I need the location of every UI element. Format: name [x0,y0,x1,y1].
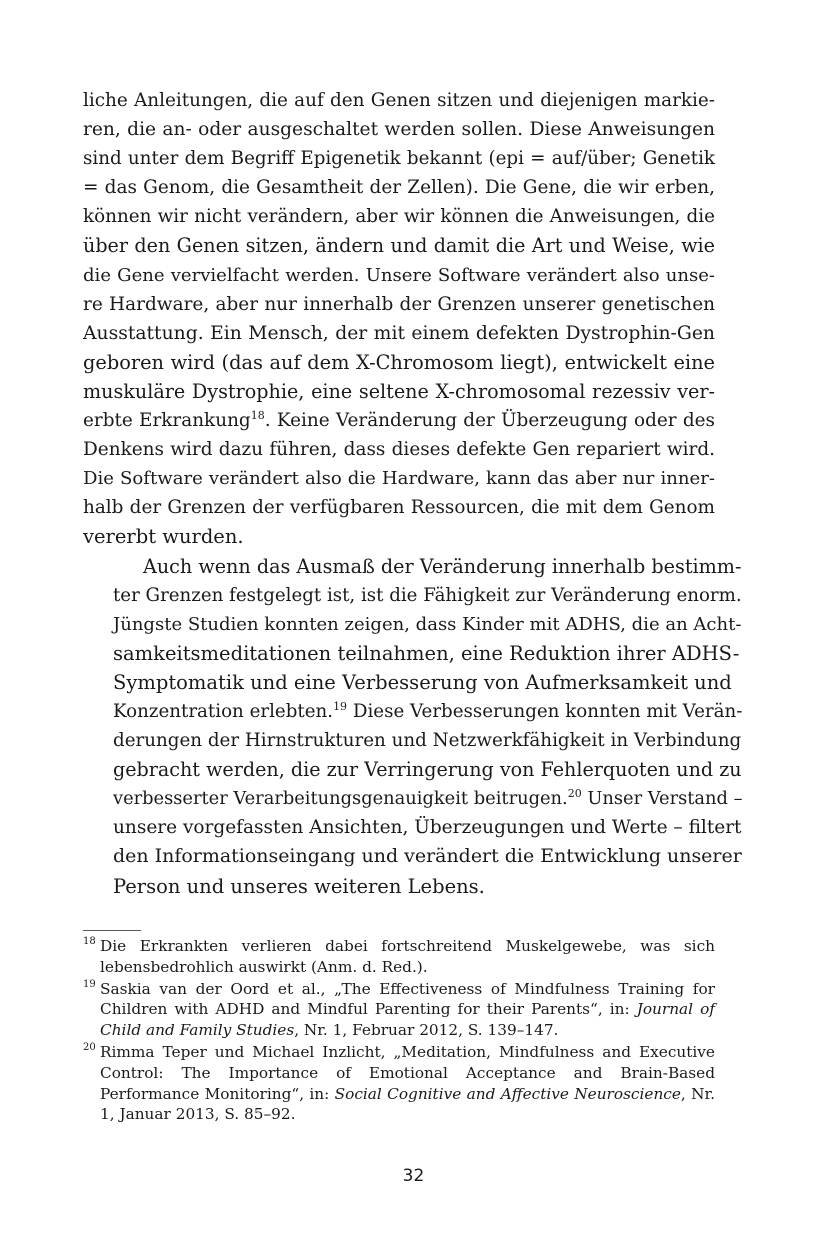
text-line [100,999,715,1020]
text-line [100,1020,715,1041]
text-line: Symptomatik und eine Verbesserung von Aufmerksamkeit und [113,670,732,694]
paragraph-2 [83,552,743,901]
text-line: re Hardware, aber nur innerhalb der Grenzen unserer genetischen [83,293,715,315]
body-text [83,86,743,901]
text-line: derungen der Hirnstrukturen und Netzwerkfähigkeit in Verbindung [113,730,742,752]
text-line: geboren wird (das auf dem X-Chromosom liegt), entwickelt eine [83,350,715,374]
text-line: lebensbedrohlich auswirkt (Anm. d. Red.). [100,957,428,976]
text-fragment: Konzentration erlebten. [113,700,334,722]
text-line: Ausstattung. Ein Mensch, der mit einem defekten Dystrophin-Gen [83,322,715,344]
text-line: Die Software verändert also die Hardware, kann das aber nur inner- [83,468,715,490]
footnote-text [100,936,715,978]
footnote-ref-19[interactable]: 19 [333,699,348,713]
text-line [83,697,743,726]
text-line: samkeitsmeditationen teilnahmen, eine Reduktion ihrer ADHS- [113,641,740,665]
text-fragment: Performance Monitoring“, in: [100,1084,335,1103]
text-line: die Gene vervielfacht werden. Unsere Software verändert also unse- [83,264,715,286]
text-fragment: erbte Erkrankung [83,410,251,432]
text-line: Denkens wird dazu führen, dass dieses defekte Gen repariert wird. [83,439,715,461]
journal-title: Child and Family Studies [100,1021,295,1040]
footnotes [83,936,715,1126]
journal-title: Social Cognitive and Affective Neuroscience [334,1084,681,1103]
text-line: liche Anleitungen, die auf den Genen sitzen und diejenigen markie- [83,90,715,111]
footnote-number: 18 [83,936,96,947]
text-fragment: Children with ADHD and Mindful Parenting for their Parents“, in: [100,1000,637,1019]
text-line: Rimma Teper und Michael Inzlicht, „Meditation, Mindfulness and Executive [100,1042,715,1061]
footnote-text [100,979,715,1041]
text-line: sind unter dem Begriff Epigenetik bekannt (epi = auf/über; Genetik [83,148,715,170]
text-fragment: , Nr. [680,1084,715,1103]
footnote-ref-20[interactable]: 20 [567,787,582,801]
text-fragment: Diese Verbesserungen konnten mit Verän- [347,700,743,722]
journal-title: Journal of [636,1000,715,1019]
footnote-number: 19 [83,978,96,990]
text-line [83,784,743,813]
text-line: Die Erkrankten verlieren dabei fortschreitend Muskelgewebe, was sich [100,937,715,955]
text-fragment: Unser Verstand – [581,788,743,810]
text-line: gebracht werden, die zur Verringerung von Fehlerquoten und zu [113,758,742,782]
text-line: können wir nicht verändern, aber wir können die Anweisungen, die [83,206,715,228]
footnote-text [100,1042,715,1125]
text-line: = das Genom, die Gesamtheit der Zellen). Die Gene, die wir erben, [83,177,715,199]
text-line: Auch wenn das Ausmaß der Veränderung innerhalb bestimm- [143,554,742,578]
text-line: unsere vorgefassten Ansichten, Überzeugungen und Werte – filtert [113,817,742,839]
page-number: 32 [402,1166,425,1186]
footnote-20 [83,1042,715,1125]
text-line: Jüngste Studien konnten zeigen, dass Kinder mit ADHS, die an Acht- [113,613,742,635]
text-line: Saskia van der Oord et al., „The Effectiveness of Mindfulness Training for [100,979,715,998]
text-line: 1, Januar 2013, S. 85–92. [100,1105,296,1124]
text-fragment: . Keine Veränderung der Überzeugung oder des [264,410,715,432]
text-line: über den Genen sitzen, ändern und damit die Art und Weise, wie [83,234,715,258]
text-fragment: verbesserter Verarbeitungsgenauigkeit beitrugen. [113,788,568,810]
text-line: ren, die an- oder ausgeschaltet werden sollen. Diese Anweisungen [83,119,715,141]
text-line: muskuläre Dystrophie, eine seltene X-chromosomal rezessiv ver- [83,379,715,403]
footnote-ref-18[interactable]: 18 [250,409,265,423]
text-line [100,1084,715,1105]
text-fragment: , Nr. 1, Februar 2012, S. 139–147. [294,1021,559,1040]
paragraph-1 [83,86,715,552]
text-line: Person und unseres weiteren Lebens. [113,874,485,898]
footnote-18 [83,936,715,978]
text-line: vererbt wurden. [83,525,244,549]
footnote-divider [83,930,141,931]
text-line: den Informationseingang und verändert die Entwicklung unserer [113,845,742,868]
footnote-number: 20 [83,1041,96,1053]
footnote-19 [83,979,715,1041]
text-line [83,406,715,435]
text-line: Control: The Importance of Emotional Acceptance and Brain-Based [100,1063,715,1082]
text-line: halb der Grenzen der verfügbaren Ressourcen, die mit dem Genom [83,497,715,519]
text-line: ter Grenzen festgelegt ist, ist die Fähigkeit zur Veränderung enorm. [113,584,742,606]
